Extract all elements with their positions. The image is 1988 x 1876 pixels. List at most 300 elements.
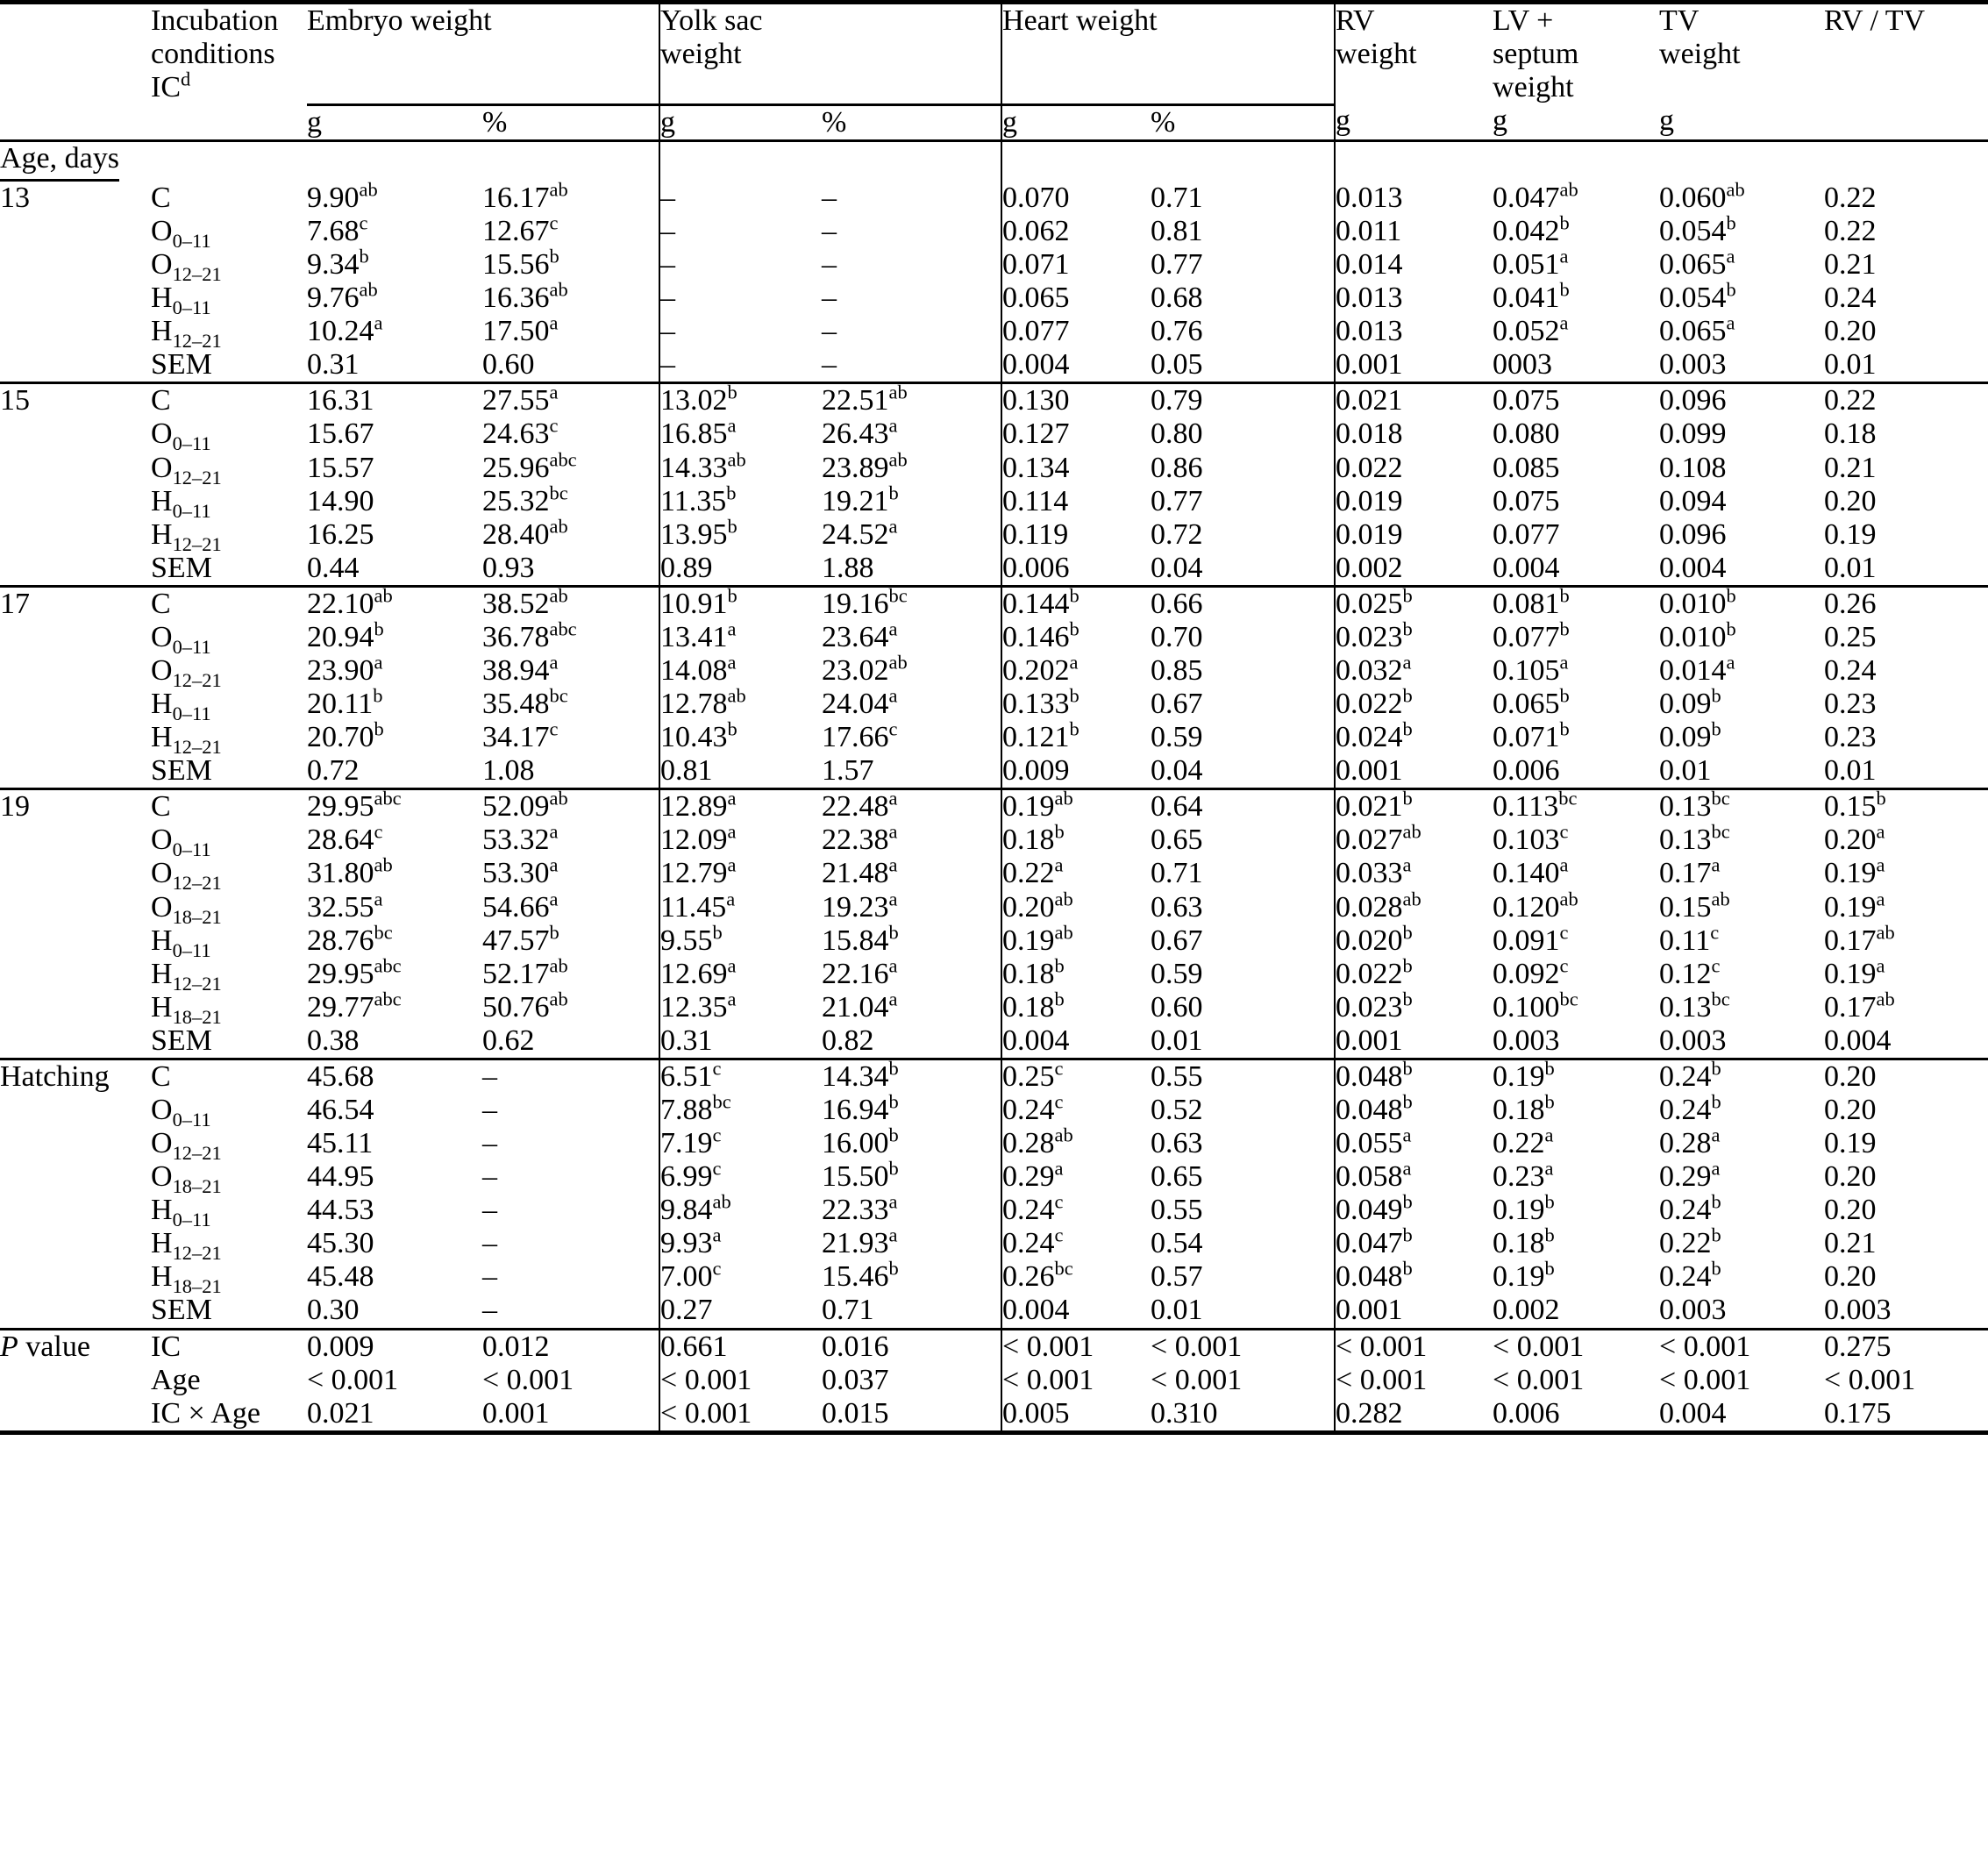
cell-rv-weight-g: 0.021$^b$ bbox=[1335, 789, 1493, 824]
ic-label: $H_{12-21}$ bbox=[151, 721, 222, 758]
cell-yolk-sac-weight-g: 12.35$^a$ bbox=[659, 991, 822, 1024]
cell-heart-weight-g: 0.077 bbox=[1001, 315, 1151, 348]
cell-tv-weight-g: 0.11$^c$ bbox=[1659, 921, 1720, 957]
cell-lv-septum-weight-g: 0.051$^a$ bbox=[1493, 245, 1569, 282]
pvalue-heart-weight-g: 0.005 bbox=[1001, 1397, 1151, 1433]
table-row bbox=[0, 1294, 1988, 1329]
cell-tv-weight-g: 0.065$^a$ bbox=[1659, 245, 1735, 282]
cell-rv-tv-ratio: 0.23 bbox=[1824, 721, 1877, 754]
cell-embryo-weight-g: 28.64$^c$ bbox=[307, 821, 383, 857]
cell-embryo-weight-g: 0.31 bbox=[307, 348, 360, 382]
cell-yolk-sac-weight-g: 14.08$^a$ bbox=[659, 654, 822, 688]
ic-label: C bbox=[151, 181, 171, 214]
table-row bbox=[0, 857, 1988, 890]
cell-rv-tv-ratio: 0.20 bbox=[1824, 315, 1877, 348]
cell-embryo-weight-g: 9.34$^b$ bbox=[307, 245, 369, 282]
cell-rv-weight-g: 0.032$^a$ bbox=[1335, 654, 1493, 688]
age-label bbox=[0, 1260, 151, 1294]
cell-rv-tv-ratio: 0.17$^{ab}$ bbox=[1824, 921, 1895, 957]
section-blank-ic bbox=[151, 140, 307, 182]
cell-embryo-weight-pct: 50.76$^{ab}$ bbox=[482, 988, 568, 1024]
section-blank-rvtv bbox=[1824, 140, 1988, 182]
age-label bbox=[0, 1194, 151, 1227]
pvalue-yolk-sac-weight-g: < 0.001 bbox=[659, 1397, 822, 1433]
pvalue-effect-label: Age bbox=[151, 1363, 201, 1396]
cell-heart-weight-pct: 0.80 bbox=[1151, 417, 1203, 451]
cell-heart-weight-g: 0.004 bbox=[1001, 1294, 1151, 1329]
age-label bbox=[0, 688, 151, 721]
ic-label: $H_{18-21}$ bbox=[151, 1260, 222, 1298]
cell-lv-septum-weight-g: 0.19$^b$ bbox=[1493, 1258, 1555, 1294]
pvalue-embryo-weight-g: 0.021 bbox=[307, 1397, 482, 1433]
cell-heart-weight-pct: 0.68 bbox=[1151, 282, 1203, 315]
cell-heart-weight-pct: 0.01 bbox=[1151, 1294, 1203, 1327]
cell-heart-weight-g: 0.127 bbox=[1001, 417, 1151, 451]
cell-heart-weight-pct: 0.76 bbox=[1151, 315, 1203, 348]
cell-heart-weight-g: 0.18$^b$ bbox=[1001, 991, 1151, 1024]
cell-tv-weight-g: 0.28$^a$ bbox=[1659, 1123, 1721, 1160]
cell-yolk-sac-weight-pct: 22.38$^a$ bbox=[822, 821, 898, 857]
unit-blank-ic bbox=[151, 104, 307, 140]
section-blank-tv bbox=[1659, 140, 1824, 182]
table-row bbox=[0, 824, 1988, 857]
pvalue-row bbox=[0, 1397, 1988, 1433]
age-label bbox=[0, 485, 151, 518]
cell-yolk-sac-weight-g: 10.91$^b$ bbox=[659, 586, 822, 621]
unit-blank-age bbox=[0, 104, 151, 140]
cell-rv-weight-g: 0.001 bbox=[1335, 348, 1493, 383]
cell-embryo-weight-g: 9.76$^{ab}$ bbox=[307, 278, 378, 315]
cell-heart-weight-g: 0.071 bbox=[1001, 248, 1151, 282]
cell-rv-weight-g: 0.023$^b$ bbox=[1335, 621, 1493, 654]
cell-heart-weight-pct: 0.59 bbox=[1151, 721, 1203, 754]
pvalue-tv-weight-g: < 0.001 bbox=[1659, 1329, 1824, 1364]
header-row-units bbox=[0, 104, 1988, 140]
cell-tv-weight-g: 0.29$^a$ bbox=[1659, 1157, 1721, 1194]
cell-rv-tv-ratio: 0.23 bbox=[1824, 688, 1877, 721]
cell-rv-tv-ratio: 0.19 bbox=[1824, 517, 1877, 551]
cell-rv-weight-g: 0.023$^b$ bbox=[1335, 991, 1493, 1024]
cell-yolk-sac-weight-pct: 23.89$^{ab}$ bbox=[822, 448, 908, 484]
cell-rv-weight-g: 0.001 bbox=[1335, 754, 1493, 789]
cell-rv-tv-ratio: 0.24 bbox=[1824, 282, 1877, 315]
cell-heart-weight-g: 0.25$^c$ bbox=[1001, 1059, 1151, 1094]
cell-heart-weight-g: 0.24$^c$ bbox=[1001, 1194, 1151, 1227]
cell-embryo-weight-g: 20.11$^b$ bbox=[307, 684, 383, 721]
pvalue-yolk-sac-weight-pct: 0.016 bbox=[822, 1329, 1001, 1364]
ic-label: $H_{18-21}$ bbox=[151, 990, 222, 1028]
cell-rv-tv-ratio: 0.01 bbox=[1824, 551, 1877, 584]
cell-embryo-weight-g: 15.67 bbox=[307, 417, 374, 451]
cell-rv-weight-g: 0.058$^a$ bbox=[1335, 1160, 1493, 1194]
age-label bbox=[0, 958, 151, 991]
table-row bbox=[0, 991, 1988, 1024]
cell-rv-tv-ratio: 0.01 bbox=[1824, 348, 1877, 382]
cell-embryo-weight-g: 44.95 bbox=[307, 1160, 374, 1194]
cell-rv-tv-ratio: 0.22 bbox=[1824, 181, 1877, 214]
cell-heart-weight-g: 0.29$^a$ bbox=[1001, 1160, 1151, 1194]
cell-lv-septum-weight-g: 0.041$^b$ bbox=[1493, 278, 1570, 315]
cell-embryo-weight-pct: – bbox=[482, 1194, 497, 1227]
cell-rv-tv-ratio: 0.20 bbox=[1824, 1194, 1877, 1227]
cell-heart-weight-g: 0.24$^c$ bbox=[1001, 1094, 1151, 1127]
cell-tv-weight-g: 0.13$^{bc}$ bbox=[1659, 789, 1824, 824]
cell-lv-septum-weight-g: 0.042$^b$ bbox=[1493, 211, 1570, 247]
ic-label: $O_{0-11}$ bbox=[151, 620, 211, 658]
cell-embryo-weight-pct: 53.32$^a$ bbox=[482, 821, 559, 857]
age-label bbox=[0, 857, 151, 890]
cell-embryo-weight-pct: 53.30$^a$ bbox=[482, 854, 559, 890]
header-lv-septum-weight: LV + septum weight bbox=[1493, 3, 1659, 105]
table-row bbox=[0, 721, 1988, 754]
cell-heart-weight-pct: 0.05 bbox=[1151, 348, 1203, 382]
cell-embryo-weight-pct: – bbox=[482, 1059, 659, 1094]
header-rv-tv-ratio: RV / TV bbox=[1824, 3, 1988, 105]
cell-heart-weight-pct: 0.63 bbox=[1151, 1127, 1203, 1160]
ic-label: $H_{12-21}$ bbox=[151, 517, 222, 555]
table-row bbox=[0, 348, 1988, 383]
age-label bbox=[0, 924, 151, 958]
cell-yolk-sac-weight-g: 9.84$^{ab}$ bbox=[659, 1194, 822, 1227]
cell-embryo-weight-g: 29.95$^{abc}$ bbox=[307, 789, 482, 824]
cell-yolk-sac-weight-pct: 21.04$^a$ bbox=[822, 988, 898, 1024]
cell-heart-weight-g: 0.18$^b$ bbox=[1001, 824, 1151, 857]
cell-tv-weight-g: 0.22$^b$ bbox=[1659, 1223, 1721, 1260]
pvalue-embryo-weight-g: < 0.001 bbox=[307, 1363, 399, 1396]
age-label bbox=[0, 417, 151, 451]
cell-lv-septum-weight-g: 0.047$^{ab}$ bbox=[1493, 178, 1578, 214]
cell-rv-tv-ratio: 0.20$^a$ bbox=[1824, 821, 1885, 857]
cell-yolk-sac-weight-g: 16.85$^a$ bbox=[659, 417, 822, 451]
cell-tv-weight-g: 0.096 bbox=[1659, 517, 1727, 551]
cell-lv-septum-weight-g: 0.22$^a$ bbox=[1493, 1123, 1554, 1160]
pvalue-row bbox=[0, 1364, 1988, 1397]
cell-yolk-sac-weight-pct: 19.16$^{bc}$ bbox=[822, 586, 1001, 621]
cell-tv-weight-g: 0.09$^b$ bbox=[1659, 684, 1721, 721]
cell-rv-tv-ratio: 0.20 bbox=[1824, 1160, 1877, 1194]
cell-yolk-sac-weight-pct: 22.48$^a$ bbox=[822, 789, 1001, 824]
cell-yolk-sac-weight-pct: 1.88 bbox=[822, 551, 874, 584]
cell-lv-septum-weight-g: 0.103$^c$ bbox=[1493, 821, 1569, 857]
age-label: 15 bbox=[0, 383, 151, 418]
cell-heart-weight-g: 0.146$^b$ bbox=[1001, 621, 1151, 654]
age-label bbox=[0, 315, 151, 348]
cell-tv-weight-g: 0.003 bbox=[1659, 348, 1727, 382]
cell-yolk-sac-weight-g: 0.31 bbox=[659, 1024, 822, 1059]
cell-heart-weight-pct: 0.72 bbox=[1151, 517, 1203, 551]
age-label bbox=[0, 1294, 151, 1329]
cell-tv-weight-g: 0.065$^a$ bbox=[1659, 311, 1735, 348]
cell-embryo-weight-g: 0.30 bbox=[307, 1294, 360, 1327]
age-label: 19 bbox=[0, 789, 151, 824]
pvalue-rv-tv-ratio: 0.275 bbox=[1824, 1329, 1988, 1364]
cell-tv-weight-g: 0.003 bbox=[1659, 1294, 1727, 1327]
table-row bbox=[0, 417, 1988, 451]
cell-heart-weight-pct: 0.86 bbox=[1151, 451, 1203, 484]
cell-embryo-weight-pct: – bbox=[482, 1127, 497, 1160]
cell-embryo-weight-pct: 16.17$^{ab}$ bbox=[482, 178, 568, 214]
cell-heart-weight-pct: 0.54 bbox=[1151, 1227, 1203, 1260]
cell-lv-septum-weight-g: 0.18$^b$ bbox=[1493, 1090, 1555, 1126]
cell-heart-weight-pct: 0.67 bbox=[1151, 688, 1203, 721]
table-row bbox=[0, 485, 1988, 518]
ic-label: $H_{0-11}$ bbox=[151, 688, 211, 724]
cell-rv-weight-g: 0.022$^b$ bbox=[1335, 688, 1493, 721]
ic-label: $O_{12-21}$ bbox=[151, 1127, 222, 1164]
cell-embryo-weight-g: 10.24$^a$ bbox=[307, 311, 383, 348]
cell-yolk-sac-weight-g: – bbox=[659, 315, 822, 348]
ic-label: $H_{0-11}$ bbox=[151, 1194, 211, 1231]
cell-rv-tv-ratio: 0.22 bbox=[1824, 214, 1877, 247]
header-rv-weight: RV weight bbox=[1335, 3, 1493, 105]
unit-rv-g: g bbox=[1335, 104, 1493, 140]
cell-embryo-weight-g: 44.53 bbox=[307, 1194, 374, 1227]
unit-embryo-g: g bbox=[307, 105, 322, 139]
cell-yolk-sac-weight-pct: 22.16$^a$ bbox=[822, 954, 898, 990]
cell-tv-weight-g: 0.060$^{ab}$ bbox=[1659, 178, 1745, 214]
cell-rv-tv-ratio: 0.26 bbox=[1824, 586, 1988, 621]
cell-rv-weight-g: 0.002 bbox=[1335, 552, 1493, 587]
unit-tv-g: g bbox=[1659, 104, 1675, 138]
cell-yolk-sac-weight-g: 0.81 bbox=[659, 754, 822, 789]
cell-embryo-weight-pct: 25.96$^{abc}$ bbox=[482, 448, 577, 484]
age-label bbox=[0, 552, 151, 587]
cell-heart-weight-pct: 0.04 bbox=[1151, 754, 1203, 788]
cell-yolk-sac-weight-g: 6.51$^c$ bbox=[659, 1059, 822, 1094]
cell-embryo-weight-g: 20.70$^b$ bbox=[307, 717, 384, 754]
table-row bbox=[0, 586, 1988, 621]
ic-label: $H_{0-11}$ bbox=[151, 484, 211, 522]
cell-heart-weight-g: 0.19$^{ab}$ bbox=[1001, 789, 1151, 824]
cell-rv-weight-g: 0.022 bbox=[1335, 452, 1493, 485]
cell-embryo-weight-pct: 15.56$^b$ bbox=[482, 245, 559, 282]
cell-heart-weight-pct: 0.67 bbox=[1151, 924, 1203, 957]
cell-heart-weight-pct: 0.77 bbox=[1151, 484, 1203, 517]
cell-rv-tv-ratio: 0.21 bbox=[1824, 451, 1877, 484]
cell-heart-weight-pct: 0.81 bbox=[1151, 214, 1203, 247]
ic-label: SEM bbox=[151, 1024, 212, 1057]
pvalue-lv-septum-weight-g: < 0.001 bbox=[1493, 1329, 1659, 1364]
cell-embryo-weight-pct: 25.32$^{bc}$ bbox=[482, 481, 568, 517]
cell-yolk-sac-weight-g: 7.19$^c$ bbox=[659, 1127, 822, 1160]
cell-lv-septum-weight-g: 0.052$^a$ bbox=[1493, 311, 1569, 348]
cell-heart-weight-g: 0.121$^b$ bbox=[1001, 721, 1151, 754]
cell-embryo-weight-g: 0.44 bbox=[307, 551, 360, 584]
cell-rv-weight-g: 0.049$^b$ bbox=[1335, 1194, 1493, 1227]
unit-heart-g: g bbox=[1001, 104, 1151, 140]
cell-heart-weight-pct: 0.85 bbox=[1151, 653, 1203, 687]
cell-heart-weight-pct: 0.59 bbox=[1151, 957, 1203, 990]
unit-heart-pct: % bbox=[1151, 105, 1176, 139]
cell-yolk-sac-weight-g: 10.43$^b$ bbox=[659, 721, 822, 754]
age-label: 17 bbox=[0, 586, 151, 621]
cell-embryo-weight-g: 0.38 bbox=[307, 1024, 360, 1057]
cell-rv-tv-ratio: 0.19$^a$ bbox=[1824, 854, 1885, 890]
cell-embryo-weight-g: 46.54 bbox=[307, 1094, 374, 1126]
section-blank-ys-g bbox=[659, 140, 822, 182]
cell-embryo-weight-g: 32.55$^a$ bbox=[307, 888, 383, 924]
ic-label: C bbox=[151, 586, 307, 621]
pvalue-row bbox=[0, 1329, 1988, 1364]
table-row bbox=[0, 1059, 1988, 1094]
cell-rv-weight-g: 0.013 bbox=[1335, 315, 1493, 348]
cell-rv-tv-ratio: 0.19$^a$ bbox=[1824, 954, 1885, 990]
cell-rv-tv-ratio: 0.22 bbox=[1824, 383, 1988, 418]
cell-embryo-weight-pct: 38.94$^a$ bbox=[482, 651, 559, 687]
cell-rv-weight-g: 0.011 bbox=[1335, 215, 1493, 248]
cell-lv-septum-weight-g: 0.065$^b$ bbox=[1493, 684, 1570, 721]
pvalue-embryo-weight-pct: 0.012 bbox=[482, 1329, 659, 1364]
cell-lv-septum-weight-g: 0.100$^{bc}$ bbox=[1493, 988, 1578, 1024]
cell-lv-septum-weight-g: 0.081$^b$ bbox=[1493, 586, 1659, 621]
cell-rv-weight-g: 0.019 bbox=[1335, 518, 1493, 552]
cell-embryo-weight-g: 15.57 bbox=[307, 451, 374, 484]
cell-rv-tv-ratio: 0.17$^{ab}$ bbox=[1824, 988, 1895, 1024]
table-row bbox=[0, 315, 1988, 348]
pvalue-lv-septum-weight-g: < 0.001 bbox=[1493, 1363, 1585, 1396]
age-label bbox=[0, 1127, 151, 1160]
cell-yolk-sac-weight-g: – bbox=[659, 348, 822, 383]
table-row bbox=[0, 1260, 1988, 1294]
cell-yolk-sac-weight-g: 12.79$^a$ bbox=[659, 857, 822, 890]
table-row bbox=[0, 958, 1988, 991]
cell-rv-weight-g: 0.048$^b$ bbox=[1335, 1094, 1493, 1127]
cell-lv-septum-weight-g: 0.006 bbox=[1493, 754, 1560, 788]
cell-embryo-weight-g: 16.25 bbox=[307, 517, 374, 551]
pvalue-tv-weight-g: < 0.001 bbox=[1659, 1363, 1751, 1396]
ic-label: $H_{12-21}$ bbox=[151, 957, 222, 995]
ic-label: $O_{12-21}$ bbox=[151, 653, 222, 691]
cell-embryo-weight-pct: 34.17$^c$ bbox=[482, 717, 559, 754]
age-label bbox=[0, 282, 151, 315]
header-age-corner bbox=[0, 3, 151, 105]
cell-embryo-weight-g: 16.31 bbox=[307, 383, 482, 418]
age-label: Hatching bbox=[0, 1059, 151, 1094]
cell-tv-weight-g: 0.13$^{bc}$ bbox=[1659, 988, 1730, 1024]
cell-embryo-weight-g: 23.90$^a$ bbox=[307, 651, 383, 687]
cell-tv-weight-g: 0.010$^b$ bbox=[1659, 617, 1736, 653]
cell-rv-weight-g: 0.048$^b$ bbox=[1335, 1260, 1493, 1294]
age-label bbox=[0, 348, 151, 383]
cell-yolk-sac-weight-pct: 23.64$^a$ bbox=[822, 617, 898, 653]
cell-rv-weight-g: 0.033$^a$ bbox=[1335, 857, 1493, 890]
pvalue-label bbox=[0, 1397, 151, 1433]
cell-yolk-sac-weight-pct: 16.00$^b$ bbox=[822, 1123, 899, 1160]
age-label bbox=[0, 991, 151, 1024]
pvalue-heart-weight-g: < 0.001 bbox=[1001, 1329, 1151, 1364]
cell-rv-tv-ratio: 0.21 bbox=[1824, 1227, 1877, 1260]
cell-embryo-weight-g: 0.72 bbox=[307, 754, 360, 788]
cell-heart-weight-g: 0.130 bbox=[1001, 383, 1151, 418]
cell-embryo-weight-pct: 12.67$^c$ bbox=[482, 211, 559, 247]
cell-rv-weight-g: 0.022$^b$ bbox=[1335, 958, 1493, 991]
ic-label: $O_{0-11}$ bbox=[151, 1094, 211, 1131]
cell-yolk-sac-weight-g: – bbox=[659, 182, 822, 215]
cell-lv-septum-weight-g: 0.091$^c$ bbox=[1493, 921, 1569, 957]
cell-heart-weight-g: 0.202$^a$ bbox=[1001, 654, 1151, 688]
cell-rv-tv-ratio: 0.19$^a$ bbox=[1824, 888, 1885, 924]
pvalue-effect-label: IC bbox=[151, 1329, 307, 1364]
cell-yolk-sac-weight-g: – bbox=[659, 282, 822, 315]
pvalue-embryo-weight-pct: 0.001 bbox=[482, 1397, 659, 1433]
cell-rv-weight-g: 0.047$^b$ bbox=[1335, 1227, 1493, 1260]
cell-heart-weight-g: 0.26$^{bc}$ bbox=[1001, 1260, 1151, 1294]
cell-heart-weight-g: 0.006 bbox=[1001, 552, 1151, 587]
table-row bbox=[0, 754, 1988, 789]
cell-yolk-sac-weight-g: 12.69$^a$ bbox=[659, 958, 822, 991]
cell-rv-tv-ratio: 0.004 bbox=[1824, 1024, 1892, 1057]
table-row bbox=[0, 1024, 1988, 1059]
cell-heart-weight-g: 0.134 bbox=[1001, 452, 1151, 485]
age-label bbox=[0, 1160, 151, 1194]
cell-embryo-weight-pct: 36.78$^{abc}$ bbox=[482, 617, 577, 653]
cell-tv-weight-g: 0.12$^c$ bbox=[1659, 954, 1721, 990]
cell-yolk-sac-weight-pct: – bbox=[822, 348, 837, 382]
cell-heart-weight-g: 0.22$^a$ bbox=[1001, 857, 1151, 890]
cell-embryo-weight-pct: 28.40$^{ab}$ bbox=[482, 515, 568, 551]
ic-label: C bbox=[151, 1059, 307, 1094]
cell-tv-weight-g: 0.09$^b$ bbox=[1659, 717, 1721, 754]
cell-embryo-weight-g: 7.68$^c$ bbox=[307, 211, 368, 247]
cell-rv-weight-g: 0.001 bbox=[1335, 1294, 1493, 1329]
unit-embryo-pct: % bbox=[482, 105, 508, 139]
cell-tv-weight-g: 0.054$^b$ bbox=[1659, 211, 1736, 247]
pvalue-heart-weight-pct: < 0.001 bbox=[1151, 1329, 1335, 1364]
section-blank-hw-pct bbox=[1151, 140, 1335, 182]
cell-rv-weight-g: 0.020$^b$ bbox=[1335, 924, 1493, 958]
ic-label: $O_{18-21}$ bbox=[151, 890, 222, 928]
cell-lv-septum-weight-g: 0003 bbox=[1493, 348, 1553, 382]
header-row-groups bbox=[0, 3, 1988, 105]
cell-heart-weight-g: 0.24$^c$ bbox=[1001, 1227, 1151, 1260]
cell-rv-tv-ratio: 0.15$^b$ bbox=[1824, 789, 1988, 824]
cell-yolk-sac-weight-pct: 16.94$^b$ bbox=[822, 1090, 899, 1126]
unit-yolk-g: g bbox=[659, 104, 822, 140]
table-row bbox=[0, 1094, 1988, 1127]
cell-embryo-weight-g: 9.90$^{ab}$ bbox=[307, 178, 378, 214]
cell-lv-septum-weight-g: 0.077 bbox=[1493, 517, 1560, 551]
cell-yolk-sac-weight-pct: – bbox=[822, 214, 837, 247]
pvalue-yolk-sac-weight-pct: 0.037 bbox=[822, 1363, 889, 1396]
pvalue-label bbox=[0, 1364, 151, 1397]
age-label bbox=[0, 891, 151, 924]
cell-yolk-sac-weight-g: 12.09$^a$ bbox=[659, 824, 822, 857]
cell-heart-weight-g: 0.070 bbox=[1001, 182, 1151, 215]
cell-yolk-sac-weight-pct: – bbox=[822, 248, 837, 282]
cell-yolk-sac-weight-pct: 14.34$^b$ bbox=[822, 1059, 1001, 1094]
cell-heart-weight-pct: 0.52 bbox=[1151, 1094, 1203, 1126]
cell-yolk-sac-weight-pct: – bbox=[822, 181, 837, 214]
cell-embryo-weight-g: 45.68 bbox=[307, 1059, 482, 1094]
cell-heart-weight-g: 0.004 bbox=[1001, 1024, 1151, 1059]
cell-tv-weight-g: 0.094 bbox=[1659, 484, 1727, 517]
ic-label: C bbox=[151, 383, 307, 418]
pvalue-heart-weight-g: < 0.001 bbox=[1001, 1364, 1151, 1397]
cell-rv-tv-ratio: 0.20 bbox=[1824, 1094, 1877, 1126]
unit-rvtv-blank bbox=[1824, 104, 1988, 140]
cell-yolk-sac-weight-pct: 24.52$^a$ bbox=[822, 515, 898, 551]
cell-heart-weight-g: 0.009 bbox=[1001, 754, 1151, 789]
cell-embryo-weight-pct: – bbox=[482, 1227, 497, 1260]
cell-rv-tv-ratio: 0.01 bbox=[1824, 754, 1877, 788]
header-yolk-sac-weight: Yolk sac weight bbox=[659, 3, 1001, 105]
age-label bbox=[0, 248, 151, 282]
section-label-age-days: Age, days bbox=[0, 140, 151, 182]
cell-yolk-sac-weight-g: – bbox=[659, 248, 822, 282]
cell-lv-septum-weight-g: 0.140$^a$ bbox=[1493, 854, 1569, 890]
cell-embryo-weight-pct: 0.62 bbox=[482, 1024, 535, 1057]
cell-embryo-weight-g: 29.95$^{abc}$ bbox=[307, 954, 402, 990]
